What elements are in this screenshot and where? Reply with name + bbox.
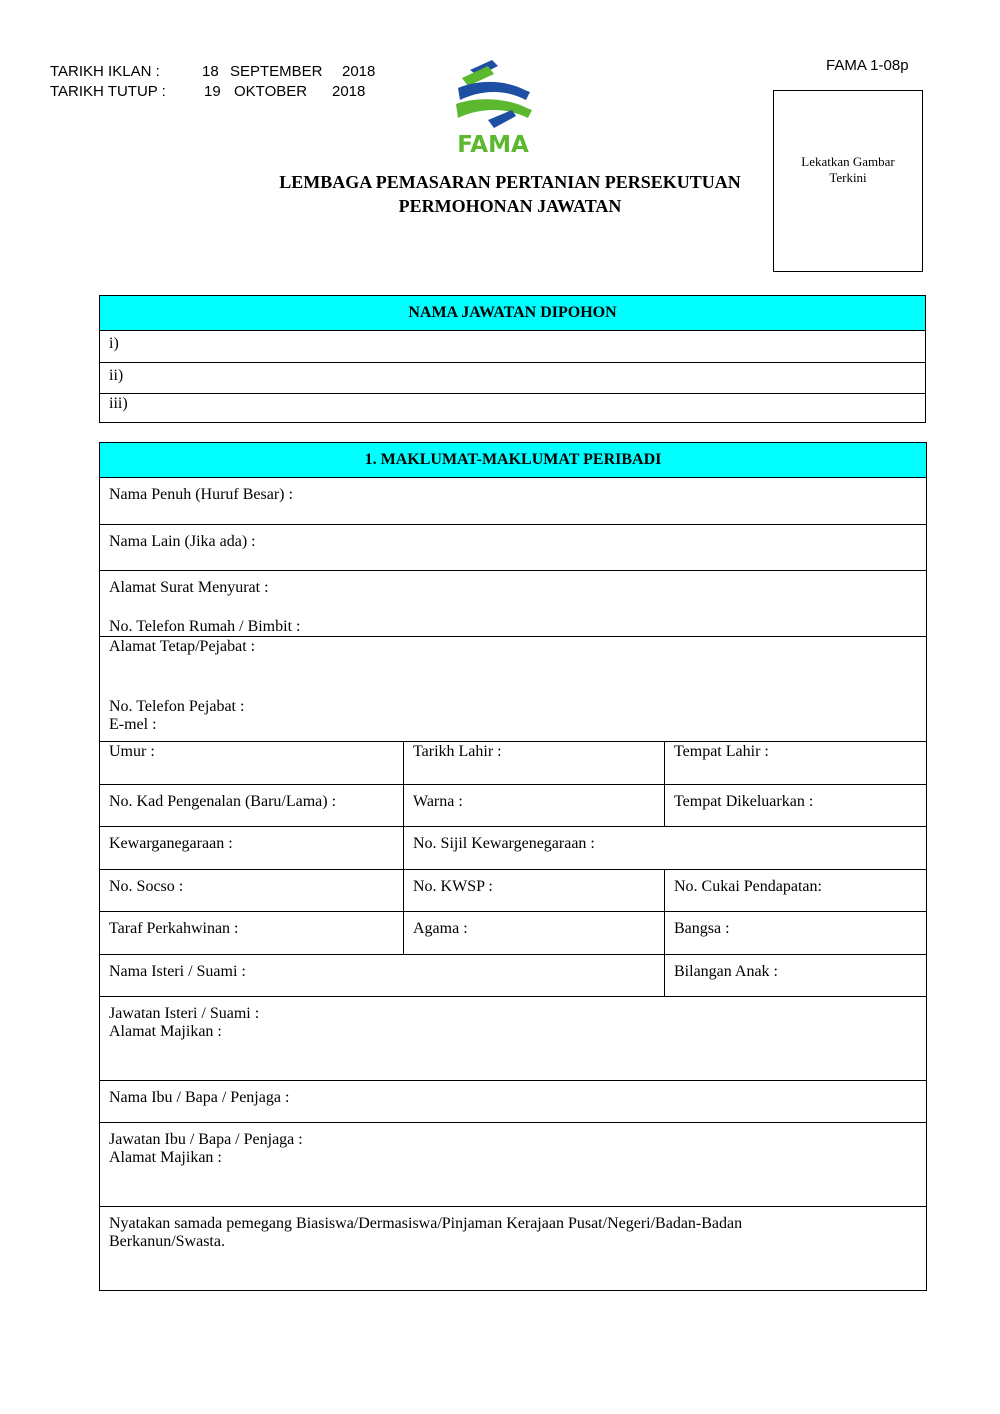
ad-date-year: 2018 <box>342 63 376 80</box>
logo-text: FAMA <box>457 132 529 158</box>
spouse-job-label: Jawatan Isteri / Suami : <box>109 1005 260 1022</box>
birth-place-field[interactable] <box>665 742 927 785</box>
permanent-address-label: Alamat Tetap/Pejabat : <box>109 638 256 655</box>
socso-label: No. Socso : <box>109 878 184 895</box>
position-row-1[interactable]: i) <box>100 331 926 363</box>
religion-label: Agama : <box>413 920 468 937</box>
ad-date-month: SEPTEMBER <box>230 63 323 80</box>
religion-field[interactable] <box>404 912 665 955</box>
ad-date-label: TARIKH IKLAN : <box>50 63 160 80</box>
positions-table <box>99 295 926 423</box>
ad-date-day: 18 <box>202 63 219 80</box>
ic-number-field[interactable] <box>100 785 404 827</box>
position-row-2[interactable]: ii) <box>100 363 926 394</box>
fama-logo <box>448 58 538 158</box>
race-label: Bangsa : <box>674 920 730 937</box>
close-date-day: 19 <box>204 83 221 100</box>
race-field[interactable] <box>665 912 927 955</box>
photo-label-line1: Lekatkan Gambar <box>801 154 895 169</box>
advert-dates <box>50 62 375 102</box>
close-date-label: TARIKH TUTUP : <box>50 83 166 100</box>
full-name-field[interactable] <box>100 478 927 525</box>
birth-place-label: Tempat Lahir : <box>674 743 769 760</box>
citizenship-cert-field[interactable] <box>404 827 927 870</box>
office-phone-label: No. Telefon Pejabat : <box>109 698 245 715</box>
org-title: LEMBAGA PEMASARAN PERTANIAN PERSEKUTUAN <box>279 172 741 192</box>
photo-box[interactable] <box>773 90 923 272</box>
tax-label: No. Cukai Pendapatan: <box>674 878 822 895</box>
ic-number-label: No. Kad Pengenalan (Baru/Lama) : <box>109 793 337 810</box>
other-name-label: Nama Lain (Jika ada) : <box>109 533 256 550</box>
other-name-field[interactable] <box>100 525 927 571</box>
issue-place-field[interactable] <box>665 785 927 827</box>
citizenship-cert-label: No. Sijil Kewargenegaraan : <box>413 835 595 852</box>
age-field[interactable] <box>100 742 404 785</box>
marital-field[interactable] <box>100 912 404 955</box>
kwsp-field[interactable] <box>404 870 665 912</box>
personal-header: 1. MAKLUMAT-MAKLUMAT PERIBADI <box>100 443 927 478</box>
parent-name-field[interactable] <box>100 1081 927 1123</box>
positions-header: NAMA JAWATAN DIPOHON <box>100 296 926 331</box>
parent-job-field[interactable] <box>100 1123 927 1207</box>
socso-field[interactable] <box>100 870 404 912</box>
birth-date-label: Tarikh Lahir : <box>413 743 502 760</box>
marital-label: Taraf Perkahwinan : <box>109 920 239 937</box>
mailing-address-field[interactable] <box>100 571 927 637</box>
parent-job-label: Jawatan Ibu / Bapa / Penjaga : <box>109 1131 303 1148</box>
kwsp-label: No. KWSP : <box>413 878 493 895</box>
photo-label-line2: Terkini <box>829 170 867 185</box>
form-code: FAMA 1-08p <box>826 57 909 74</box>
full-name-label: Nama Penuh (Huruf Besar) : <box>109 486 293 503</box>
birth-date-field[interactable] <box>404 742 665 785</box>
tax-field[interactable] <box>665 870 927 912</box>
form-title: PERMOHONAN JAWATAN <box>398 196 622 216</box>
home-phone-label: No. Telefon Rumah / Bimbit : <box>109 618 301 635</box>
parent-employer-label: Alamat Majikan : <box>109 1149 222 1166</box>
close-date-year: 2018 <box>332 83 366 100</box>
close-date-month: OKTOBER <box>234 83 308 100</box>
spouse-name-field[interactable] <box>100 955 665 997</box>
spouse-name-label: Nama Isteri / Suami : <box>109 963 246 980</box>
spouse-job-field[interactable] <box>100 997 927 1081</box>
ic-colour-field[interactable] <box>404 785 665 827</box>
children-label: Bilangan Anak : <box>674 963 778 980</box>
ic-colour-label: Warna : <box>413 793 463 810</box>
spouse-employer-label: Alamat Majikan : <box>109 1023 222 1040</box>
age-label: Umur : <box>109 743 155 760</box>
scholarship-label: Nyatakan samada pemegang Biasiswa/Dermasiswa/Pinjaman Kerajaan Pusat/Negeri/Badan-Badan Berkanun/Swasta. <box>109 1215 743 1250</box>
issue-place-label: Tempat Dikeluarkan : <box>674 793 814 810</box>
position-row-3[interactable]: iii) <box>100 394 926 423</box>
citizenship-label: Kewarganegaraan : <box>109 835 233 852</box>
close-date-row <box>50 82 375 102</box>
email-label: E-mel : <box>109 716 157 733</box>
scholarship-field[interactable] <box>100 1207 927 1291</box>
parent-name-label: Nama Ibu / Bapa / Penjaga : <box>109 1089 290 1106</box>
fama-logo-icon <box>448 58 538 158</box>
permanent-address-field[interactable] <box>100 637 927 742</box>
children-field[interactable] <box>665 955 927 997</box>
citizenship-field[interactable] <box>100 827 404 870</box>
personal-table <box>99 442 927 1291</box>
ad-date-row <box>50 62 375 82</box>
mailing-address-label: Alamat Surat Menyurat : <box>109 579 269 596</box>
